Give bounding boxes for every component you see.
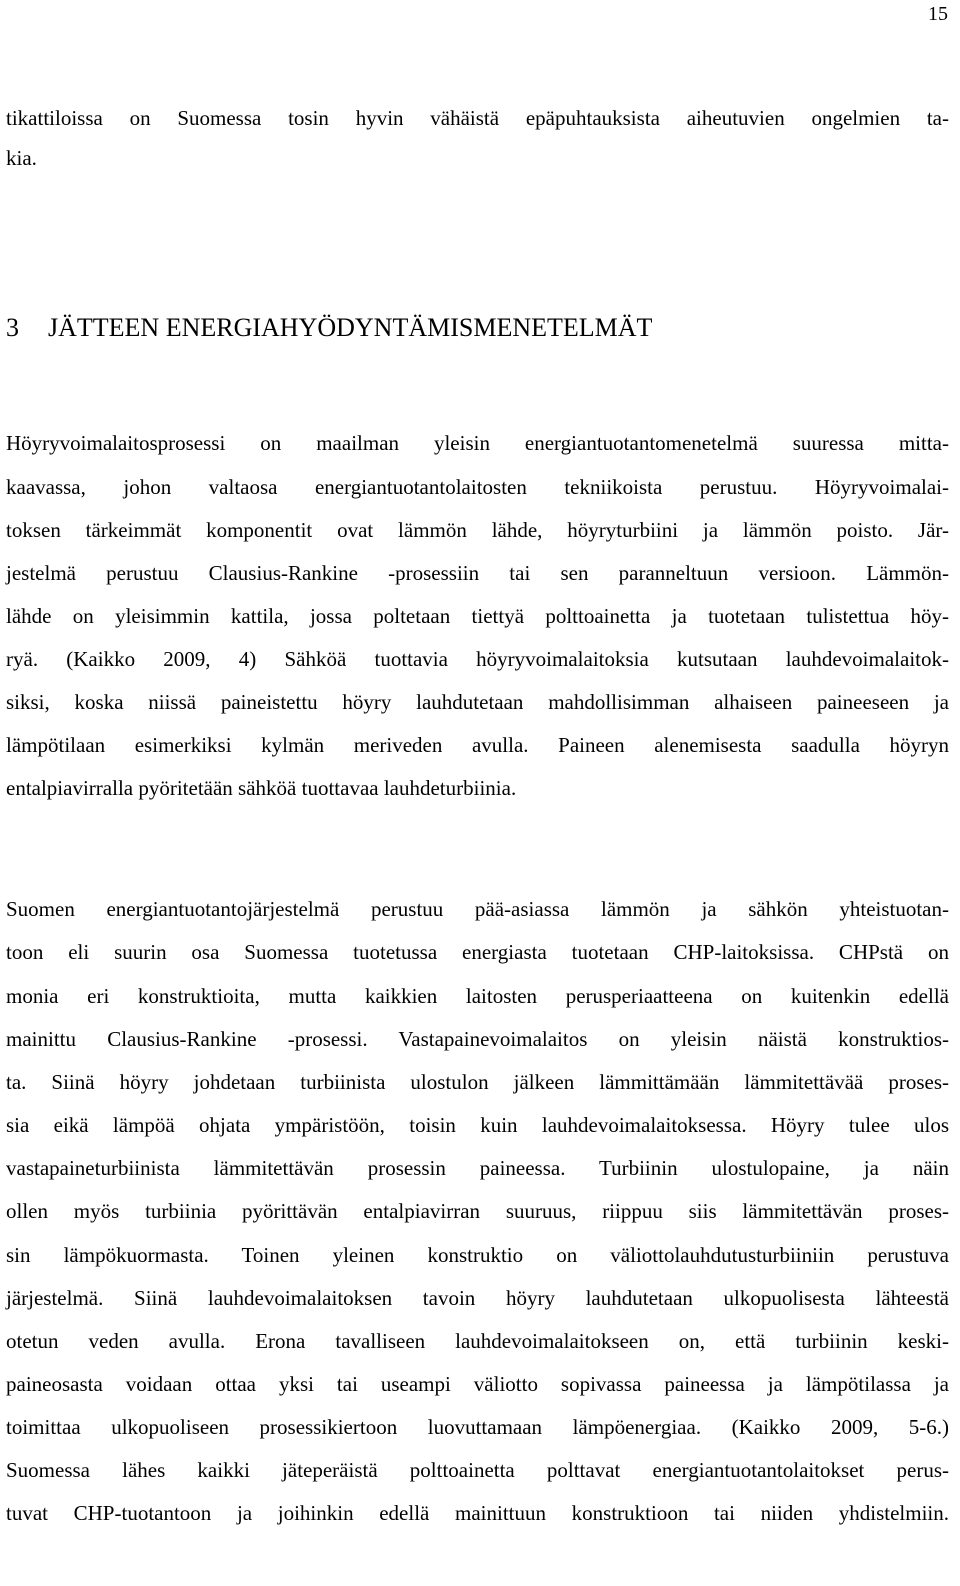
paragraph-line: siksi, koska niissä paineistettu höyry lauhdutetaan mahdollisimman alhaiseen paineeseen ja: [6, 690, 949, 714]
paragraph-line: ryä. (Kaikko 2009, 4) Sähköä tuottavia höyryvoimalaitoksia kutsutaan lauhdevoimalaitok-: [6, 647, 949, 671]
paragraph-line: paineosasta voidaan ottaa yksi tai useampi väliotto sopivassa paineessa ja lämpötilassa ja: [6, 1372, 949, 1396]
paragraph-line: sia eikä lämpöä ohjata ympäristöön, toisin kuin lauhdevoimalaitoksessa. Höyry tulee ulos: [6, 1113, 949, 1137]
paragraph-line: ta. Siinä höyry johdetaan turbiinista ulostulon jälkeen lämmittämään lämmitettävää proses-: [6, 1070, 949, 1094]
paragraph-line: monia eri konstruktioita, mutta kaikkien laitosten perusperiaatteena on kuitenkin edellä: [6, 984, 949, 1008]
paragraph-line: tuvat CHP-tuotantoon ja joihinkin edellä mainittuun konstruktioon tai niiden yhdistelmiin.: [6, 1501, 949, 1525]
paragraph-line: Höyryvoimalaitosprosessi on maailman yleisin energiantuotantomenetelmä suuressa mitta-: [6, 431, 949, 455]
paragraph-line: Suomessa lähes kaikki jäteperäistä polttoainetta polttavat energiantuotantolaitokset perus-: [6, 1458, 949, 1482]
section-heading: [6, 312, 652, 344]
section-number: 3: [6, 313, 19, 342]
paragraph-line: vastapaineturbiinista lämmitettävän prosessin paineessa. Turbiinin ulostulopaine, ja näin: [6, 1156, 949, 1180]
paragraph-line: Suomen energiantuotantojärjestelmä perustuu pää-asiassa lämmön ja sähkön yhteistuotan-: [6, 897, 949, 921]
paragraph-line: lämpötilaan esimerkiksi kylmän meriveden avulla. Paineen alenemisesta saadulla höyryn: [6, 733, 949, 757]
paragraph-line: järjestelmä. Siinä lauhdevoimalaitoksen tavoin höyry lauhdutetaan ulkopuolisesta lähteestä: [6, 1286, 949, 1310]
paragraph-line: jestelmä perustuu Clausius-Rankine -prosessiin tai sen paranneltuun versioon. Lämmön-: [6, 561, 949, 585]
page-number: 15: [928, 3, 948, 25]
paragraph-line: ollen myös turbiinia pyörittävän entalpiavirran suuruus, riippuu siis lämmitettävän proses-: [6, 1199, 949, 1223]
paragraph-line: kaavassa, johon valtaosa energiantuotantolaitosten tekniikoista perustuu. Höyryvoimalai-: [6, 475, 949, 499]
section-title: JÄTTEEN ENERGIAHYÖDYNTÄMISMENETELMÄT: [48, 313, 653, 342]
intro-line: kia.: [6, 146, 37, 170]
paragraph-line: entalpiavirralla pyöritetään sähköä tuottavaa lauhdeturbiinia.: [6, 776, 517, 800]
paragraph-line: otetun veden avulla. Erona tavalliseen lauhdevoimalaitokseen on, että turbiinin keski-: [6, 1329, 949, 1353]
paragraph-line: toon eli suurin osa Suomessa tuotetussa energiasta tuotetaan CHP-laitoksissa. CHPstä on: [6, 940, 949, 964]
paragraph-line: sin lämpökuormasta. Toinen yleinen konstruktio on väliottolauhdutusturbiiniin perustuva: [6, 1243, 949, 1267]
paragraph-line: toksen tärkeimmät komponentit ovat lämmön lähde, höyryturbiini ja lämmön poisto. Jär-: [6, 518, 949, 542]
intro-line: tikattiloissa on Suomessa tosin hyvin vähäistä epäpuhtauksista aiheutuvien ongelmien ta-: [6, 106, 949, 130]
paragraph-line: toimittaa ulkopuoliseen prosessikiertoon luovuttamaan lämpöenergiaa. (Kaikko 2009, 5-6.): [6, 1415, 949, 1439]
paragraph-line: lähde on yleisimmin kattila, jossa poltetaan tiettyä polttoainetta ja tuotetaan tulistettua höy-: [6, 604, 949, 628]
paragraph-line: mainittu Clausius-Rankine -prosessi. Vastapainevoimalaitos on yleisin näistä konstruktios-: [6, 1027, 949, 1051]
